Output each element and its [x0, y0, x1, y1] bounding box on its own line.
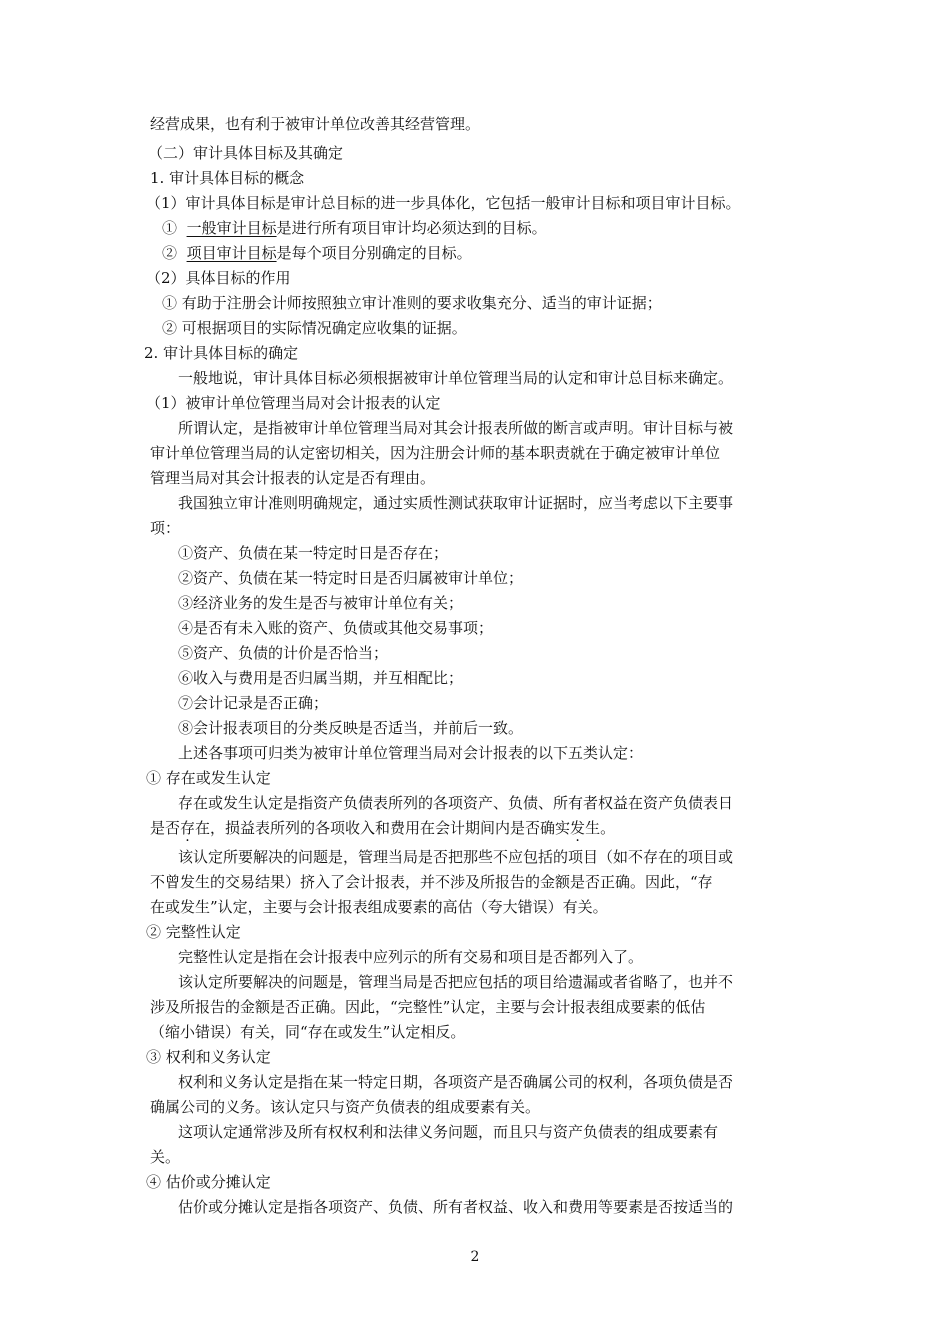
list-item: [162, 243, 472, 263]
assertion-heading: ③ 权利和义务认定: [146, 1048, 271, 1066]
list-number: ②: [162, 244, 178, 262]
text-line: [150, 818, 615, 838]
text-line: 该认定所要解决的问题是，管理当局是否把那些不应包括的项目（如不存在的项目或: [178, 848, 734, 866]
list-item-text: 是每个项目分别确定的目标。: [276, 244, 472, 262]
text-fragment: 是否: [150, 819, 181, 837]
list-item: ① 有助于注册会计师按照独立审计准则的要求收集充分、适当的审计证据；: [162, 294, 662, 312]
text-line: （缩小错误）有关，同“存在或发生”认定相反。: [150, 1023, 466, 1041]
text-line: 确属公司的义务。该认定只与资产负债表的组成要素有关。: [150, 1098, 541, 1116]
emphasis-char: 存: [180, 819, 196, 837]
page-number: 2: [470, 1249, 480, 1265]
text-line: 估价或分摊认定是指各项资产、负债、所有者权益、收入和费用等要素是否按适当的: [178, 1198, 734, 1216]
list-number: ①: [162, 219, 178, 237]
text-line: 审计单位管理当局的认定密切相关，因为注册会计师的基本职责就在于确定被审计单位: [150, 444, 721, 462]
text-fragment: 在，损益表所列的各项收入和费用在会计期间内是否确实: [195, 819, 571, 837]
text-line: 完整性认定是指在会计报表中应列示的所有交易和项目是否都列入了。: [178, 948, 644, 966]
list-item-text: 是进行所有项目审计均必须达到的目标。: [276, 219, 547, 237]
text-line: 涉及所报告的金额是否正确。因此，“完整性”认定，主要与会计报表组成要素的低估: [150, 998, 706, 1016]
text-line: 关。: [150, 1148, 181, 1166]
assertion-heading: ② 完整性认定: [146, 923, 241, 941]
text-line: 在或发生”认定，主要与会计报表组成要素的高估（夸大错误）有关。: [150, 898, 608, 916]
emphasis-char: 发: [570, 819, 586, 837]
text-line: 该认定所要解决的问题是，管理当局是否把应包括的项目给遗漏或者省略了，也并不: [178, 973, 734, 991]
list-item: ①资产、负债在某一特定时日是否存在；: [178, 544, 449, 562]
text-line: （2）具体目标的作用: [146, 269, 291, 287]
text-line: 我国独立审计准则明确规定，通过实质性测试获取审计证据时，应当考虑以下主要事: [178, 494, 734, 512]
underlined-term: 一般审计目标: [186, 219, 277, 237]
text-line: 上述各事项可归类为被审计单位管理当局对会计报表的以下五类认定：: [178, 744, 644, 762]
text-line: （1）被审计单位管理当局对会计报表的认定: [146, 394, 441, 412]
text-line: 一般地说，审计具体目标必须根据被审计单位管理当局的认定和审计总目标来确定。: [178, 369, 734, 387]
text-line: 项：: [150, 519, 181, 537]
list-item: ⑦会计记录是否正确；: [178, 694, 329, 712]
list-item: ③经济业务的发生是否与被审计单位有关；: [178, 594, 464, 612]
list-item: ②资产、负债在某一特定时日是否归属被审计单位；: [178, 569, 524, 587]
text-line: 所谓认定，是指被审计单位管理当局对其会计报表所做的断言或声明。审计目标与被: [178, 419, 734, 437]
text-line: 权利和义务认定是指在某一特定日期，各项资产是否确属公司的权利，各项负债是否: [178, 1073, 734, 1091]
assertion-heading: ① 存在或发生认定: [146, 769, 271, 787]
subsection-heading: 1. 审计具体目标的概念: [150, 169, 305, 187]
text-fragment: 生。: [585, 819, 616, 837]
list-item: ② 可根据项目的实际情况确定应收集的证据。: [162, 319, 467, 337]
text-line: 经营成果，也有利于被审计单位改善其经营管理。: [150, 115, 481, 133]
list-item: ⑥收入与费用是否归属当期，并互相配比；: [178, 669, 464, 687]
text-line: （1）审计具体目标是审计总目标的进一步具体化，它包括一般审计目标和项目审计目标。: [146, 194, 741, 212]
assertion-heading: ④ 估价或分摊认定: [146, 1173, 271, 1191]
text-line: 这项认定通常涉及所有权权利和法律义务问题，而且只与资产负债表的组成要素有: [178, 1123, 719, 1141]
text-line: 不曾发生的交易结果）挤入了会计报表，并不涉及所报告的金额是否正确。因此，“存: [150, 873, 713, 891]
text-line: 存在或发生认定是指资产负债表所列的各项资产、负债、所有者权益在资产负债表日: [178, 794, 734, 812]
subsection-heading: 2. 审计具体目标的确定: [144, 344, 299, 362]
list-item: ⑤资产、负债的计价是否恰当；: [178, 644, 389, 662]
text-line: 管理当局对其会计报表的认定是否有理由。: [150, 469, 436, 487]
underlined-term: 项目审计目标: [186, 244, 277, 262]
list-item: ⑧会计报表项目的分类反映是否适当，并前后一致。: [178, 719, 524, 737]
list-item: [162, 218, 547, 238]
section-heading: （二）审计具体目标及其确定: [148, 144, 344, 162]
list-item: ④是否有未入账的资产、负债或其他交易事项；: [178, 619, 494, 637]
